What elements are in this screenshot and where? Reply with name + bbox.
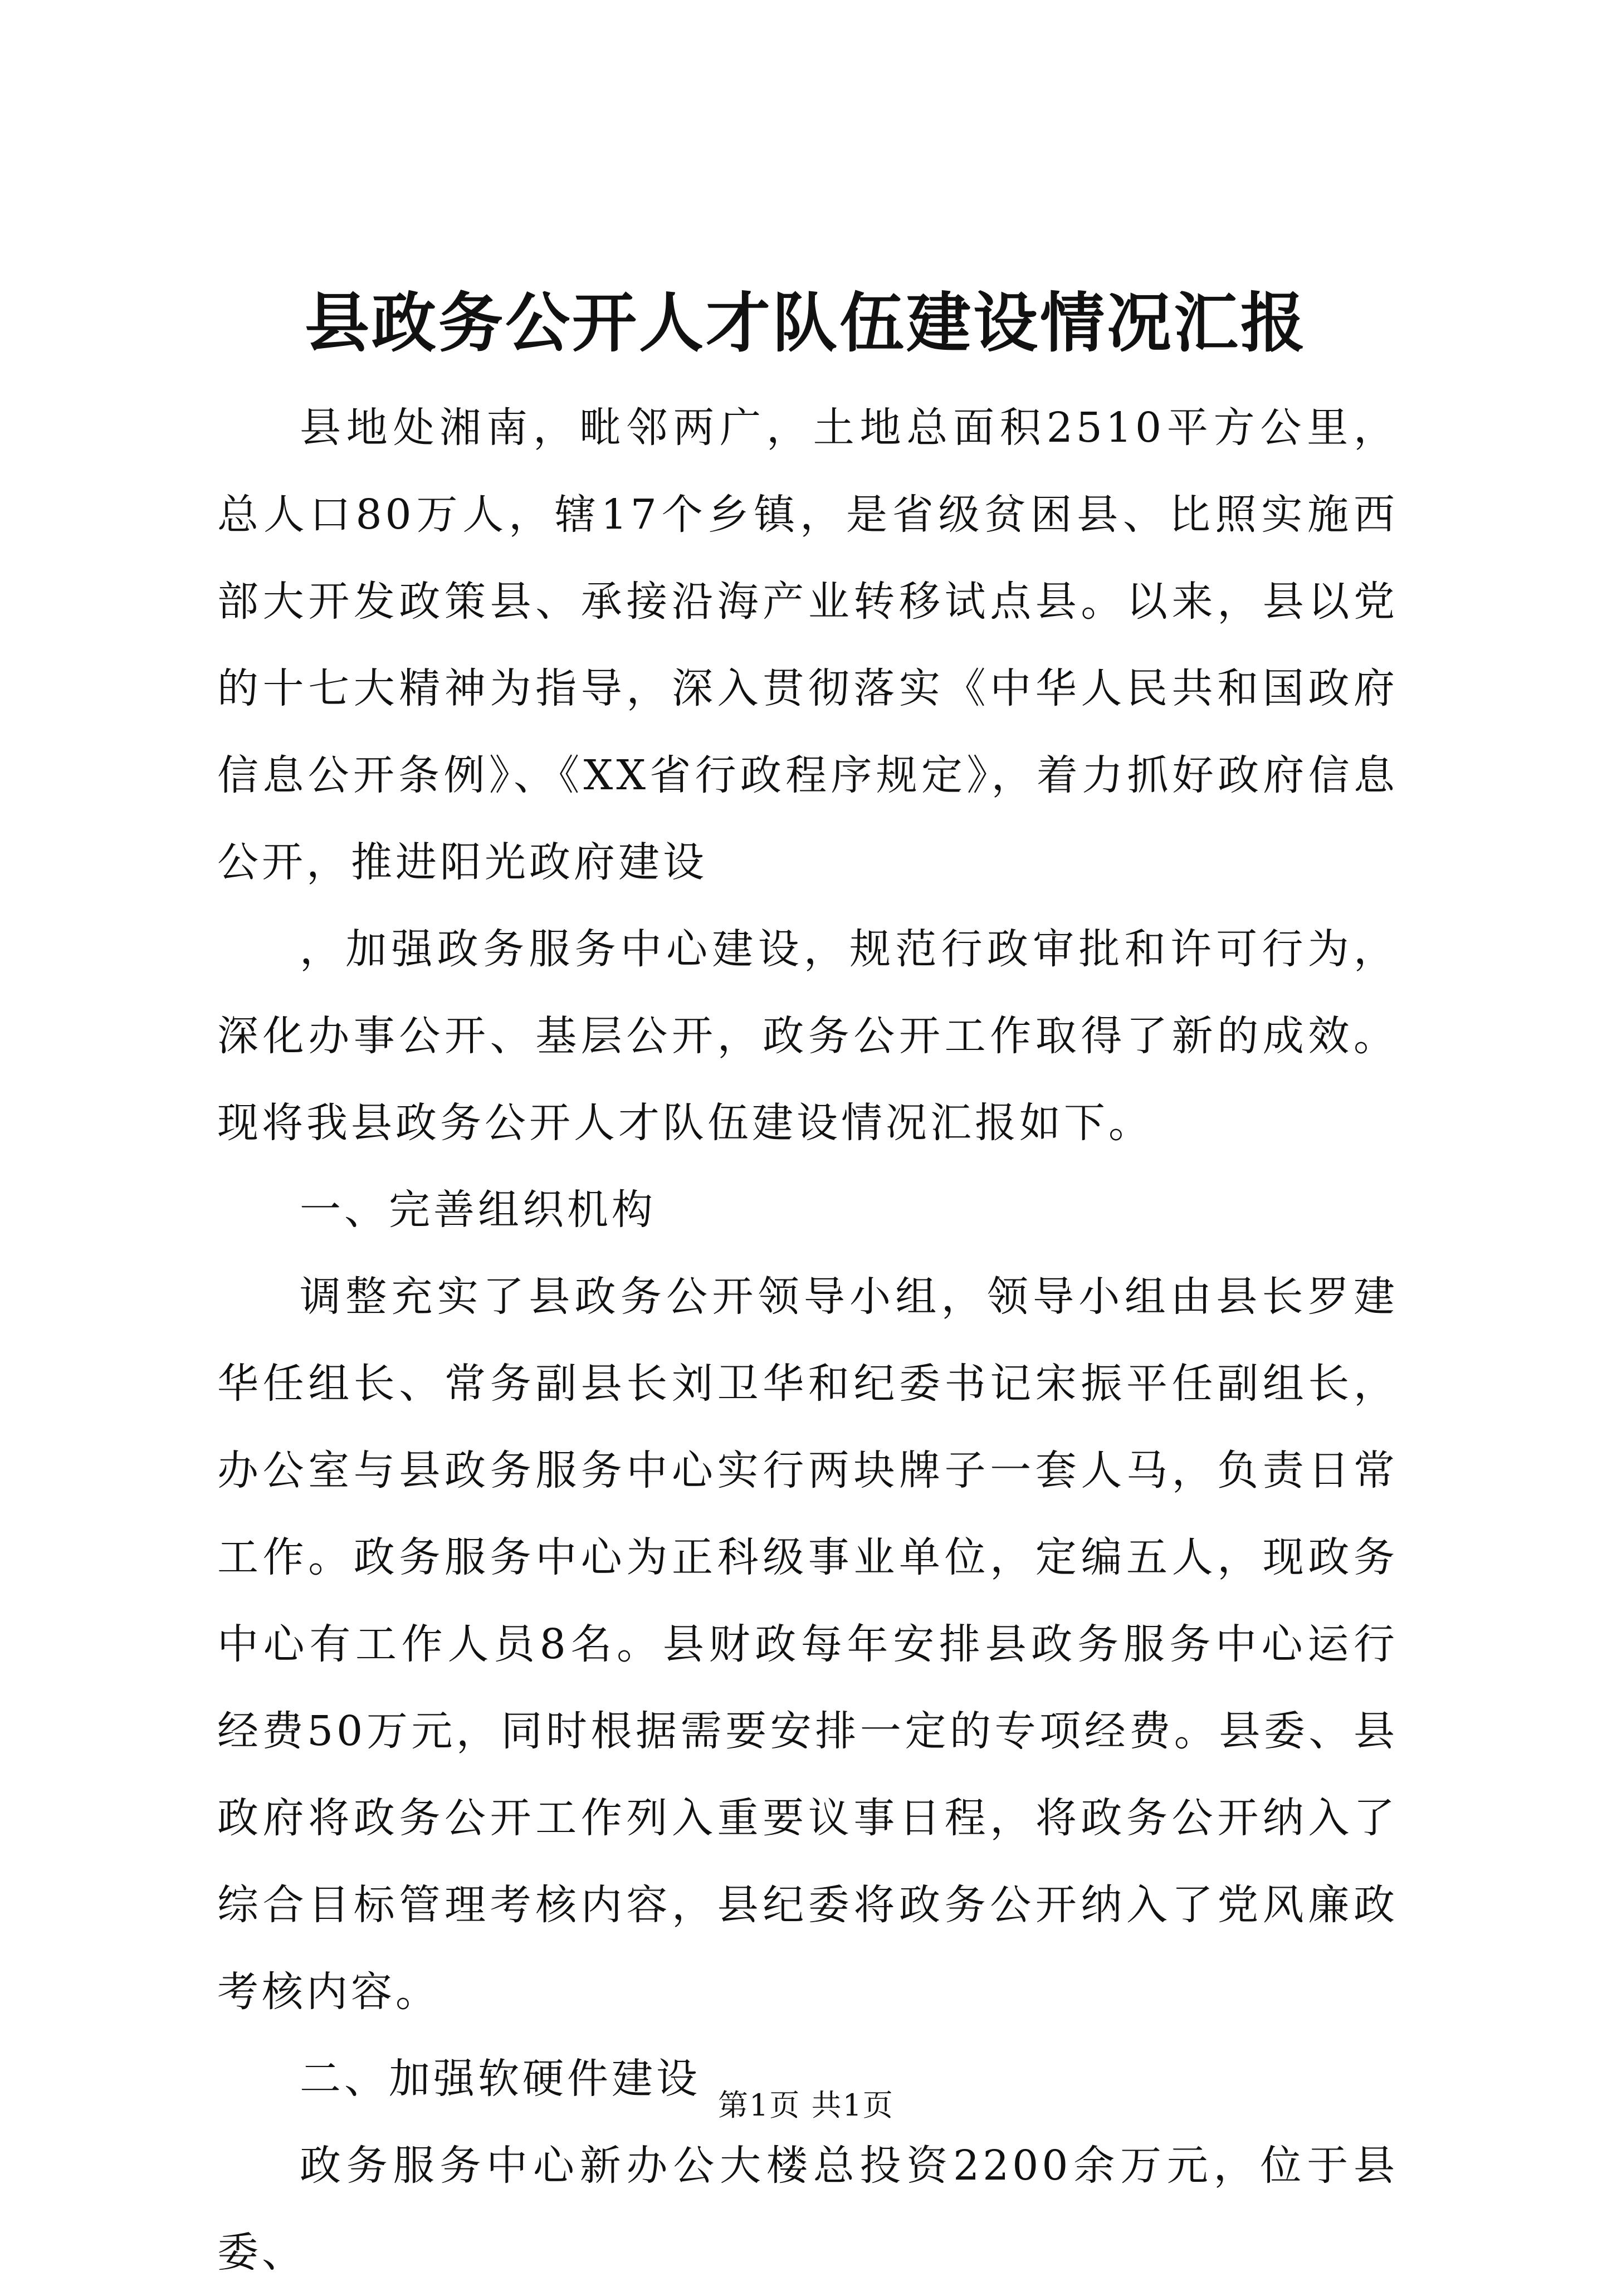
paragraph-intro: 县地处湘南，毗邻两广，土地总面积2510平方公里，总人口80万人，辖17个乡镇，是省级贫困县、比照实施西部大开发政策县、承接沿海产业转移试点县。以来，县以党的十七大精神为指导，深入贯彻落实《中华人民共和国政府信息公开条例》、《XX省行政程序规定》，着力抓好政府信息公开，推进阳光政府建设	[217, 404, 1398, 886]
document-title: 县政务公开人才队伍建设情况汇报	[305, 285, 1307, 361]
document-body	[217, 384, 1398, 2296]
paragraph-building: 政务服务中心新办公大楼总投资2200余万元，位于县委、	[217, 2142, 1398, 2277]
section-heading-2: 二、加强软硬件建设	[300, 2055, 701, 2103]
page-footer: 第1页 共1页	[718, 2088, 894, 2123]
paragraph-organization: 调整充实了县政务公开领导小组，领导小组由县长罗建华任组长、常务副县长刘卫华和纪委书记宋振平任副组长，办公室与县政务服务中心实行两块牌子一套人马，负责日常工作。政务服务中心为正科级事业单位，定编五人，现政务中心有工作人员8名。县财政每年安排县政务服务中心运行经费50万元，同时根据需要安排一定的专项经费。县委、县政府将政务公开工作列入重要议事日程，将政务公开纳入了综合目标管理考核内容，县纪委将政务公开纳入了党风廉政考核内容。	[217, 1273, 1398, 2016]
paragraph-continuation: ，加强政务服务中心建设，规范行政审批和许可行为，深化办事公开、基层公开，政务公开工作取得了新的成效。现将我县政务公开人才队伍建设情况汇报如下。	[217, 925, 1398, 1147]
section-heading-1: 一、完善组织机构	[300, 1186, 656, 1234]
